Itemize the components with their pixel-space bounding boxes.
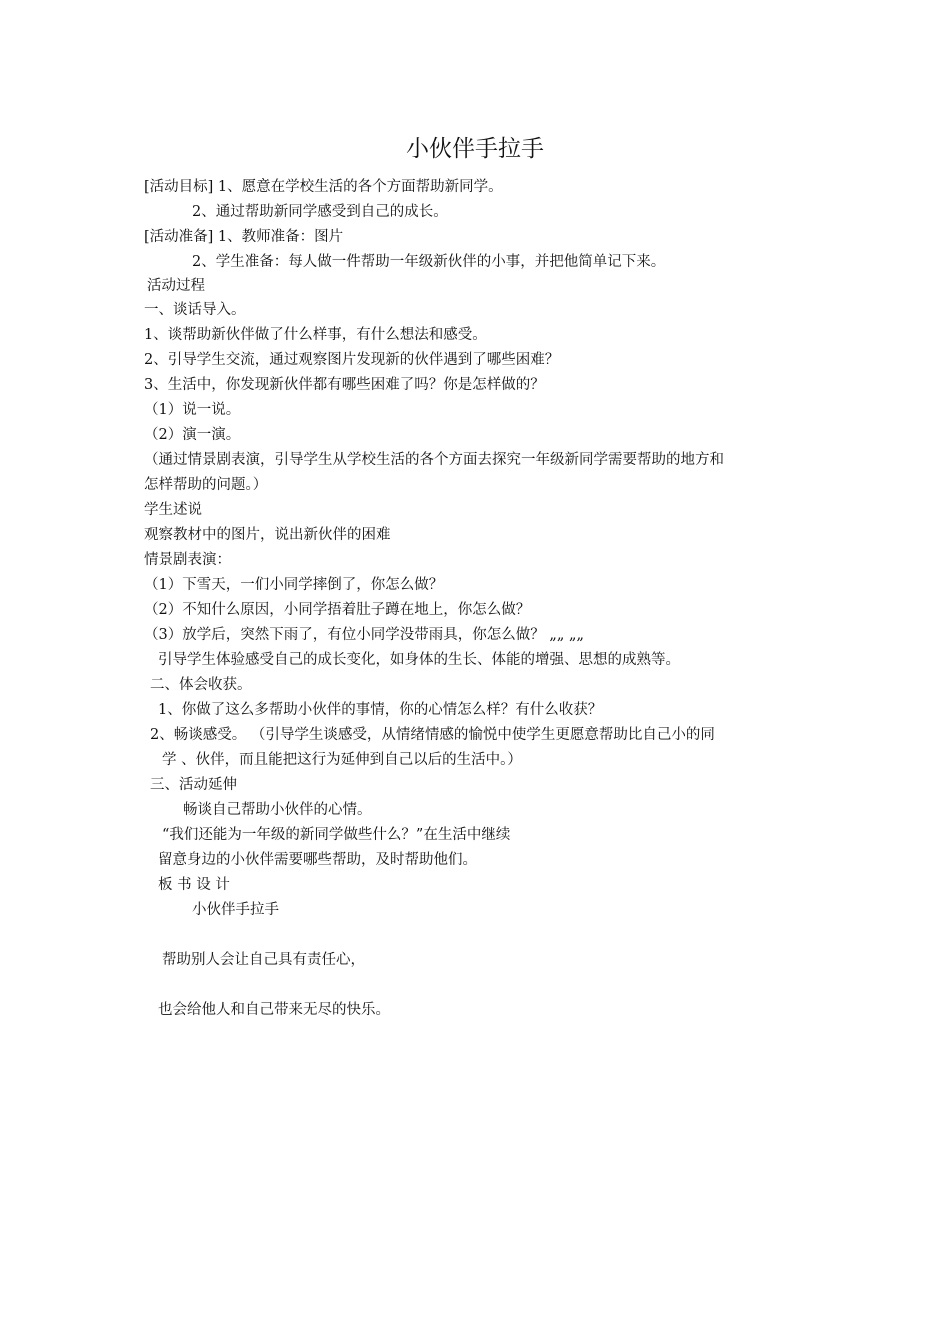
board-design-heading: 板 书 设 计 <box>158 877 230 893</box>
board-title: 小伙伴手拉手 <box>192 902 279 918</box>
goal-line-2: 2、通过帮助新同学感受到自己的成长。 <box>192 204 448 220</box>
student-narration: 学生述说 <box>144 502 202 518</box>
guide-line: 引导学生体验感受自己的成长变化，如身体的生长、体能的增强、思想的成熟等。 <box>158 652 680 668</box>
observe-line: 观察教材中的图片，说出新伙伴的困难 <box>144 527 391 543</box>
section-3-line-1: 畅谈自己帮助小伙伴的心情。 <box>183 802 372 818</box>
note-line-1: （通过情景剧表演，引导学生从学校生活的各个方面去探究一年级新同学需要帮助的地方和 <box>144 452 724 468</box>
process-heading: 活动过程 <box>147 278 205 294</box>
skit-item-1: （1）下雪天，一们小同学摔倒了，你怎么做？ <box>144 577 444 593</box>
section-3-heading: 三、活动延伸 <box>150 777 237 793</box>
prep-line-1: [活动准备] 1、教师准备：图片 <box>144 229 344 245</box>
board-line-2: 也会给他人和自己带来无尽的快乐。 <box>158 1002 390 1018</box>
board-line-1: 帮助别人会让自己具有责任心， <box>162 952 365 968</box>
skit-heading: 情景剧表演： <box>144 552 231 568</box>
section-2-item-1: 1、你做了这么多帮助小伙伴的事情，你的心情怎么样？有什么收获？ <box>158 702 603 718</box>
note-line-2: 怎样帮助的问题。） <box>144 477 268 493</box>
section-3-line-2: “我们还能为一年级的新同学做些什么？”在生活中继续 <box>162 827 511 843</box>
sub-item-1: （1）说一说。 <box>144 402 241 418</box>
section-1-item-1: 1、谈帮助新伙伴做了什么样事，有什么想法和感受。 <box>144 327 487 343</box>
document-title: 小伙伴手拉手 <box>406 136 544 162</box>
prep-line-2: 2、学生准备：每人做一件帮助一年级新伙伴的小事，并把他简单记下来。 <box>192 254 666 270</box>
section-2-item-2: 2、畅谈感受。 （引导学生谈感受，从情绪情感的愉悦中使学生更愿意帮助比自己小的同 <box>150 727 715 743</box>
skit-item-3: （3）放学后，突然下雨了，有位小同学没带雨具，你怎么做？ „„ „„ <box>144 627 584 643</box>
section-1-item-3: 3、生活中，你发现新伙伴都有哪些困难了吗？你是怎样做的？ <box>144 377 545 393</box>
skit-item-2: （2）不知什么原因，小同学捂着肚子蹲在地上，你怎么做？ <box>144 602 531 618</box>
section-3-line-3: 留意身边的小伙伴需要哪些帮助，及时帮助他们。 <box>158 852 477 868</box>
goal-line-1: [活动目标] 1、愿意在学校生活的各个方面帮助新同学。 <box>144 179 503 195</box>
section-1-item-2: 2、引导学生交流，通过观察图片发现新的伙伴遇到了哪些困难？ <box>144 352 560 368</box>
section-1-heading: 一、谈话导入。 <box>144 302 246 318</box>
sub-item-2: （2）演一演。 <box>144 427 241 443</box>
section-2-heading: 二、体会收获。 <box>150 677 252 693</box>
section-2-item-2-cont: 学 、伙伴，而且能把这行为延伸到自己以后的生活中。） <box>162 752 522 768</box>
